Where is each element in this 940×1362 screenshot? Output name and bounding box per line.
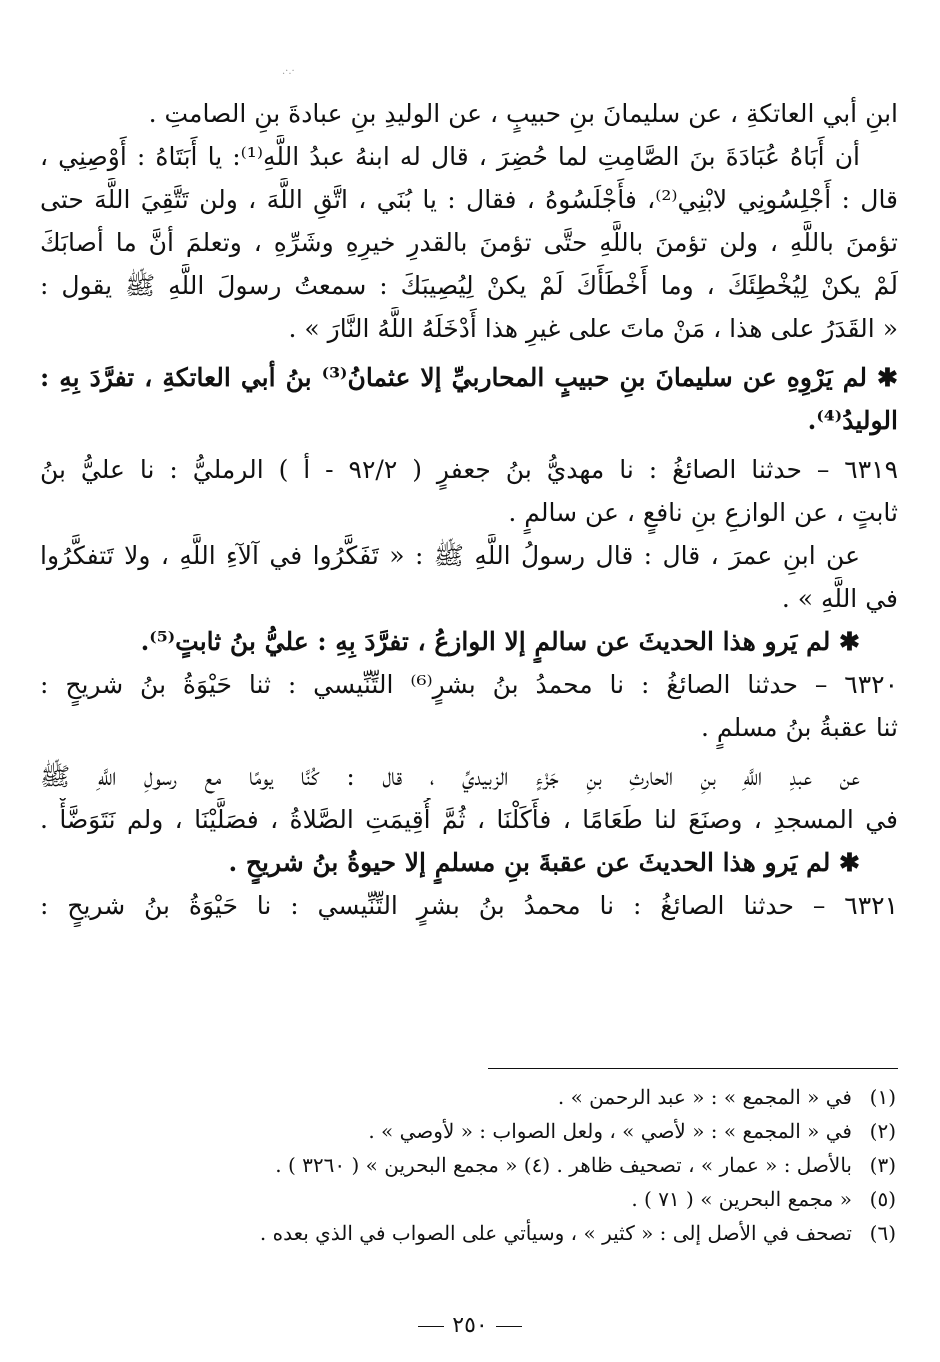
dash-right [418,1326,444,1327]
text-line: أن أَبَاهُ عُبَادَةَ بنَ الصَّامِتِ لما حُضِرَ ، قال له ابنهُ عبدُ اللَّهِ⁽¹⁾: يا أَبَتَاهُ : أَوْصِنِي ، [40,142,860,171]
footnote [40,1182,896,1216]
text-line: عن ابنِ عمرَ ، قال : قال رسولُ اللَّهِ ﷺ : « تَفَكَّرُوا في آلآءِ اللَّهِ ، ولا تَتفكَّرُوا [40,541,860,570]
footnote [40,1216,896,1250]
page-number: ٢٥٠ [452,1313,488,1338]
page-body [40,92,898,927]
text-line: الوليدُ⁽⁴⁾. [807,406,898,435]
footnote-number: (٥) [869,1187,896,1211]
text-line: ٦٣٢١ – حدثنا الصائغُ : نا محمدُ بنُ بشرٍ التِّنِّيسي : نا حَيْوَةُ بنُ شريحٍ : [40,891,898,920]
text-line: ٦٣٢٠ – حدثنا الصائغُ : نا محمدُ بنُ بشرٍ⁽⁶⁾ التِّنِّيسي : ثنا حَيْوَةُ بنُ شريحٍ : [40,670,898,699]
footnote [40,1080,896,1114]
footnote-text: في « المجمع » : « لأصي » ، ولعل الصواب : « لأوصي » . [368,1119,852,1143]
dash-left [496,1326,522,1327]
footnote [40,1148,896,1182]
footnote-number: (٦) [869,1221,896,1245]
text-line: في اللَّهِ » . [781,584,898,613]
text-line: ✱ لم يَرْوِهِ عن سليمانَ بنِ حبيبٍ المحاربيِّ إلا عثمانُ⁽³⁾ بنُ أبي العاتكةِ ، تفرَّدَ بِهِ : [40,363,898,392]
text-line: ٦٣١٩ – حدثنا الصائغُ : نا مهديُّ بنُ جعفرٍ ( ٩٢/٢ - أ ) الرمليُّ : نا عليُّ بنُ [40,455,898,484]
text-line: لَمْ يكنْ لِيُخْطِئَكَ ، وما أَخْطَأَكَ لَمْ يكنْ لِيُصِيبَكَ : سمعتُ رسولَ اللَّهِ ﷺ يقول : [40,271,898,300]
text-line: ابنِ أبي العاتكةِ ، عن سليمانَ بنِ حبيبٍ ، عن الوليدِ بنِ عبادةَ بنِ الصامتِ . [148,99,898,128]
footnote-number: (٢) [869,1119,896,1143]
footnote-text: بالأصل : « عمار » ، تصحيف ظاهر . (٤) « مجمع البحرين » ( ٣٢٦٠ ) . [275,1153,852,1177]
footnote-number: (١) [869,1085,896,1109]
text-line: ثنا عقبةُ بنُ مسلمٍ . [701,713,898,742]
footnotes [40,1080,896,1250]
text-line: في المسجدِ ، وصنَعَ لنا طَعَامًا ، فأَكَلْنَا ، ثُمَّ أُقِيمَتِ الصَّلاةُ ، فصَلَّيْنَا ، ولم نَتَوَضَّأْ . [40,805,898,834]
footnote-text: تصحف في الأصل إلى : « كثير » ، وسيأتي على الصواب في الذي بعده . [259,1221,852,1245]
text-line: ✱ لم يَرو هذا الحديثَ عن سالمٍ إلا الوازعُ ، تفرَّدَ بِهِ : عليُّ بنُ ثابتٍ⁽⁵⁾. [140,627,860,656]
footnote-separator [488,1068,898,1069]
footnote [40,1114,896,1148]
scan-mark: .·.· [282,66,295,77]
footnote-number: (٣) [869,1153,896,1177]
text-line: تؤمنَ باللَّهِ ، ولن تؤمنَ باللَّهِ حتَّى تؤمنَ بالقدرِ خيرِهِ وشَرِّهِ ، وتعلمَ أنَّ ما أصابَكَ [40,228,898,257]
page-number-footer [0,1313,940,1338]
text-line: « القَدَرُ على هذا ، مَنْ ماتَ على غيرِ هذا أَدْخَلَهُ اللَّهُ النَّارَ » . [288,314,898,343]
footnote-text: في « المجمع » : « عبد الرحمن » . [557,1085,852,1109]
text-line: ✱ لم يَرو هذا الحديثَ عن عقبةَ بنِ مسلمٍ إلا حيوةُ بنُ شريحٍ . [228,848,860,877]
text-line: عن عبدِ اللَّهِ بنِ الحارثِ بنِ جَزْءٍ الزبيديِّ ، قال : كُنَّا يومًا مع رسولِ اللَّهِ ﷺ [40,762,860,791]
text-line: ثابتٍ ، عن الوازعِ بنِ نافعٍ ، عن سالمٍ . [508,498,898,527]
footnote-text: « مجمع البحرين » ( ٧١ ) . [631,1187,852,1211]
text-line: قال : أَجْلِسُونِي لابْنِي⁽²⁾، فأَجْلَسُوهُ ، فقال : يا بُنَي ، اتَّقِ اللَّهَ ، ولن تَتَّقِيَ اللَّهَ حتى [40,185,898,214]
